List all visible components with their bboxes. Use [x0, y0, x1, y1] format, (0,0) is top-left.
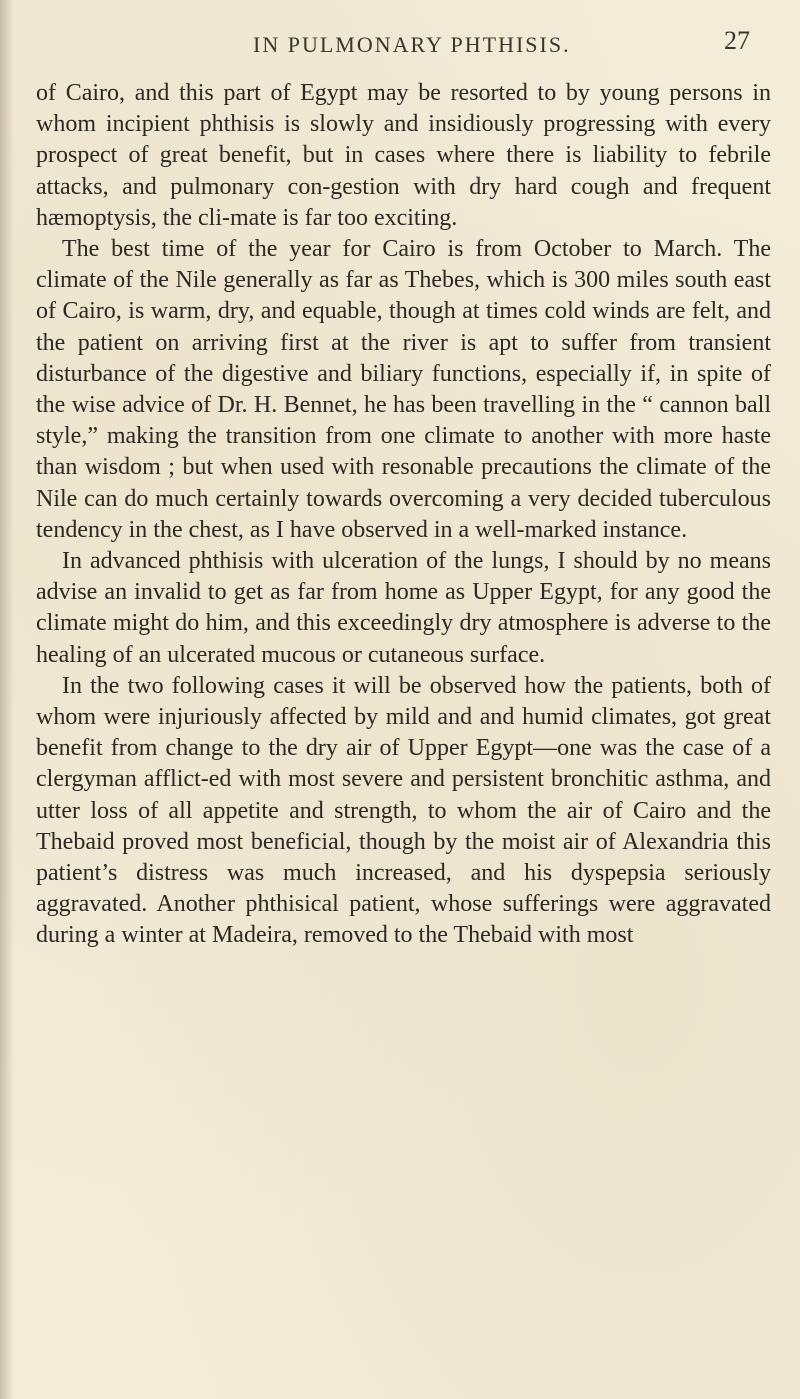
paragraph: of Cairo, and this part of Egypt may be resorted to by young persons in whom incipient phthisis is slowly and insidiously progressing with every prospect of great benefit, but in cases where there is liability to febrile attacks, and pulmonary con-gestion with dry hard cough and frequent hæmoptysis, the cli-mate is far too exciting. [36, 80, 771, 231]
body-text [36, 78, 771, 952]
paragraph: The best time of the year for Cairo is from October to March. The climate of the Nile generally as far as Thebes, which is 300 miles south east of Cairo, is warm, dry, and equable, though at times cold winds are felt, and the patient on arriving first at the river is apt to suffer from transient disturbance of the digestive and biliary functions, especially if, in spite of the wise advice of Dr. H. Bennet, he has been travelling in the “ cannon ball style,” making the transition from one climate to another with more haste than wisdom ; but when used with resonable precautions the climate of the Nile can do much certainly towards overcoming a very decided tuberculous tendency in the chest, as I have observed in a well-marked instance. [36, 236, 771, 543]
paragraph: In the two following cases it will be observed how the patients, both of whom were injuriously affected by mild and and humid climates, got great benefit from change to the dry air of Upper Egypt—one was the case of a clergyman afflict-ed with most severe and persistent bronchitic asthma, and utter loss of all appetite and strength, to whom the air of Cairo and the Thebaid proved most beneficial, though by the moist air of Alexandria this patient’s distress was much increased, and his dyspepsia seriously aggravated. Another phthisical patient, whose sufferings were aggravated during a winter at Madeira, removed to the Thebaid with most [36, 672, 771, 949]
page-binding-shadow [0, 0, 14, 1399]
paragraph: In advanced phthisis with ulceration of the lungs, I should by no means advise an invalid to get as far from home as Upper Egypt, for any good the climate might do him, and this exceedingly dry atmosphere is adverse to the healing of an ulcerated mucous or cutaneous surface. [36, 548, 771, 668]
page-number: 27 [724, 26, 750, 55]
running-head-title: IN PULMONARY PHTHISIS. [253, 32, 571, 57]
running-head [0, 22, 800, 62]
